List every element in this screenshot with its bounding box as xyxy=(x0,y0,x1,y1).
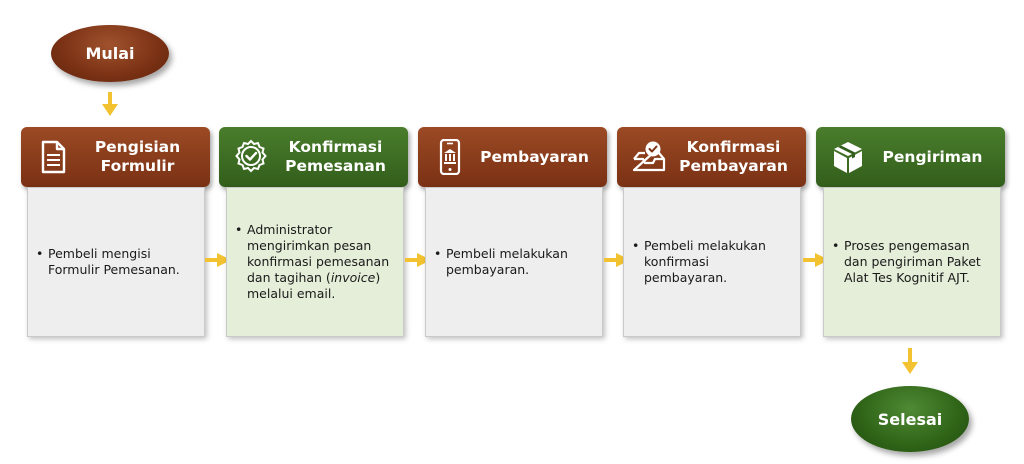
end-label: Selesai xyxy=(877,409,943,429)
step-title: Pengisian Formulir xyxy=(94,138,181,175)
step-card-pembayaran xyxy=(425,187,603,337)
badge-check-icon xyxy=(233,139,269,175)
step-header-konfirmasi-pemesanan xyxy=(219,127,408,187)
step-card-pengisian-formulir xyxy=(27,187,205,337)
inbox-check-icon xyxy=(631,139,667,175)
step-description: • Pembeli mengisi Formulir Pemesanan. xyxy=(48,246,196,278)
start-down-arrow xyxy=(102,92,118,118)
start-label: Mulai xyxy=(85,44,135,63)
step-header-pengiriman xyxy=(816,127,1005,187)
step-card-pengiriman xyxy=(823,187,1001,337)
step-card-konfirmasi-pembayaran xyxy=(623,187,801,337)
document-icon xyxy=(35,139,71,175)
step-card-konfirmasi-pemesanan xyxy=(226,187,404,337)
step-title: Pembayaran xyxy=(480,147,589,166)
step-header-pengisian-formulir xyxy=(21,127,210,187)
step-description: • Pembeli melakukan konfirmasi pembayaran. xyxy=(644,238,792,286)
step-description: • Administrator mengirimkan pesan konfirmasi pemesanan dan tagihan (invoice) melalui email. xyxy=(247,222,395,302)
step-title: Konfirmasi Pembayaran xyxy=(679,138,788,175)
end-node xyxy=(851,386,969,452)
start-node xyxy=(51,25,169,82)
step-title: Konfirmasi Pemesanan xyxy=(285,138,386,175)
mobile-bank-icon xyxy=(432,139,468,175)
package-icon xyxy=(830,139,866,175)
step-header-pembayaran xyxy=(418,127,607,187)
step-title: Pengiriman xyxy=(882,147,983,166)
step-header-konfirmasi-pembayaran xyxy=(617,127,806,187)
step-description: • Proses pengemasan dan pengiriman Paket Alat Tes Kognitif AJT. xyxy=(844,238,992,286)
step-description: • Pembeli melakukan pembayaran. xyxy=(446,246,594,278)
end-down-arrow xyxy=(902,348,918,376)
